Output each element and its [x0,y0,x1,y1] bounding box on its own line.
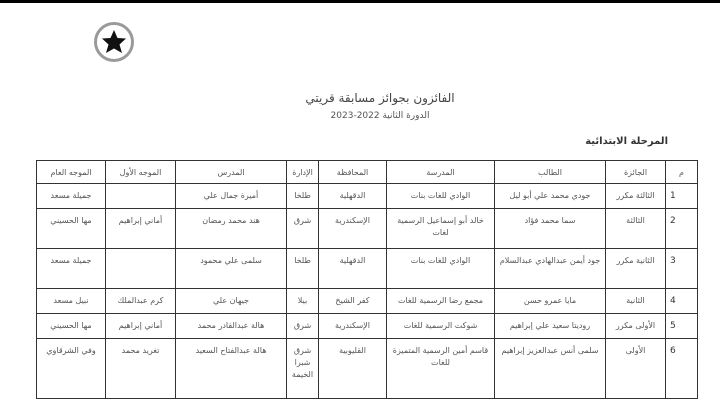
cell-teacher: سلمى علي محمود [176,249,287,289]
cell-governorate: الإسكندرية [319,314,387,339]
table-row [37,184,698,209]
star-icon [99,27,129,57]
cell-first-supervisor: أماني إبراهيم [106,209,176,249]
table-header-row [37,161,698,184]
cell-general-supervisor: مها الحسيني [37,209,106,249]
cell-governorate: القليوبية [319,339,387,399]
cell-num: 5 [666,314,698,339]
cell-first-supervisor: تغريد محمد [106,339,176,399]
cell-prize: الثالثة مكرر [606,184,666,209]
header-student: الطالب [495,161,606,184]
cell-general-supervisor: نبيل مسعد [37,289,106,314]
header-teacher: المدرس [176,161,287,184]
winners-table [36,160,698,399]
cell-num: 4 [666,289,698,314]
cell-governorate: الإسكندرية [319,209,387,249]
header-first-supervisor: الموجه الأول [106,161,176,184]
cell-prize: الثالثة [606,209,666,249]
cell-prize: الأولى مكرر [606,314,666,339]
cell-student: روديتا سعيد علي إبراهيم [495,314,606,339]
table-row [37,249,698,289]
document-title: الفائزون بجوائز مسابقة قريتي [305,91,455,105]
cell-teacher: جيهان علي [176,289,287,314]
cell-school: مجمع رضا الرسمية للغات [387,289,495,314]
star-in-circle-icon [94,22,134,62]
cell-administration: طلخا [287,184,319,209]
cell-school: الوادي للغات بنات [387,184,495,209]
header-administration: الإدارة [287,161,319,184]
cell-prize: الأولى [606,339,666,399]
section-heading: المرحلة الابتدائية [585,136,668,147]
cell-governorate: الدقهلية [319,249,387,289]
cell-first-supervisor [106,184,176,209]
cell-general-supervisor: وفي الشرقاوي [37,339,106,399]
header-num: م [666,161,698,184]
cell-school: الوادي للغات بنات [387,249,495,289]
cell-first-supervisor [106,249,176,289]
table-row [37,289,698,314]
cell-school: شوكت الرسمية للغات [387,314,495,339]
cell-student: سلمى أنس عبدالعزيز إبراهيم [495,339,606,399]
cell-num: 1 [666,184,698,209]
top-border [0,0,720,3]
cell-school: قاسم أمين الرسمية المتميزة للغات [387,339,495,399]
header-school: المدرسة [387,161,495,184]
cell-prize: الثانية مكرر [606,249,666,289]
cell-teacher: أميرة جمال علي [176,184,287,209]
header-general-supervisor: الموجه العام [37,161,106,184]
cell-school: خالد أبو إسماعيل الرسمية لغات [387,209,495,249]
header-governorate: المحافظة [319,161,387,184]
document-subtitle: الدورة الثانية 2022-2023 [330,111,430,121]
cell-student: جودي محمد علي أبو ليل [495,184,606,209]
cell-student: مايا عمرو حسن [495,289,606,314]
table-row [37,209,698,249]
cell-general-supervisor: مها الحسيني [37,314,106,339]
cell-administration: شرق [287,314,319,339]
cell-administration: بيلا [287,289,319,314]
cell-student: جود أيمن عبدالهادي عبدالسلام [495,249,606,289]
cell-administration: شرق شبرا الخيمة [287,339,319,399]
table-row [37,314,698,339]
cell-teacher: هالة عبدالقادر محمد [176,314,287,339]
cell-student: سما محمد فؤاد [495,209,606,249]
cell-general-supervisor: جميلة مسعد [37,249,106,289]
cell-general-supervisor: جميلة مسعد [37,184,106,209]
cell-administration: طلخا [287,249,319,289]
table-row [37,339,698,399]
cell-governorate: الدقهلية [319,184,387,209]
cell-governorate: كفر الشيخ [319,289,387,314]
cell-first-supervisor: أماني إبراهيم [106,314,176,339]
cell-num: 2 [666,209,698,249]
cell-teacher: هند محمد رمضان [176,209,287,249]
cell-first-supervisor: كرم عبدالملك [106,289,176,314]
cell-administration: شرق [287,209,319,249]
cell-prize: الثانية [606,289,666,314]
cell-num: 3 [666,249,698,289]
header-prize: الجائزة [606,161,666,184]
cell-teacher: هالة عبدالفتاح السعيد [176,339,287,399]
cell-num: 6 [666,339,698,399]
